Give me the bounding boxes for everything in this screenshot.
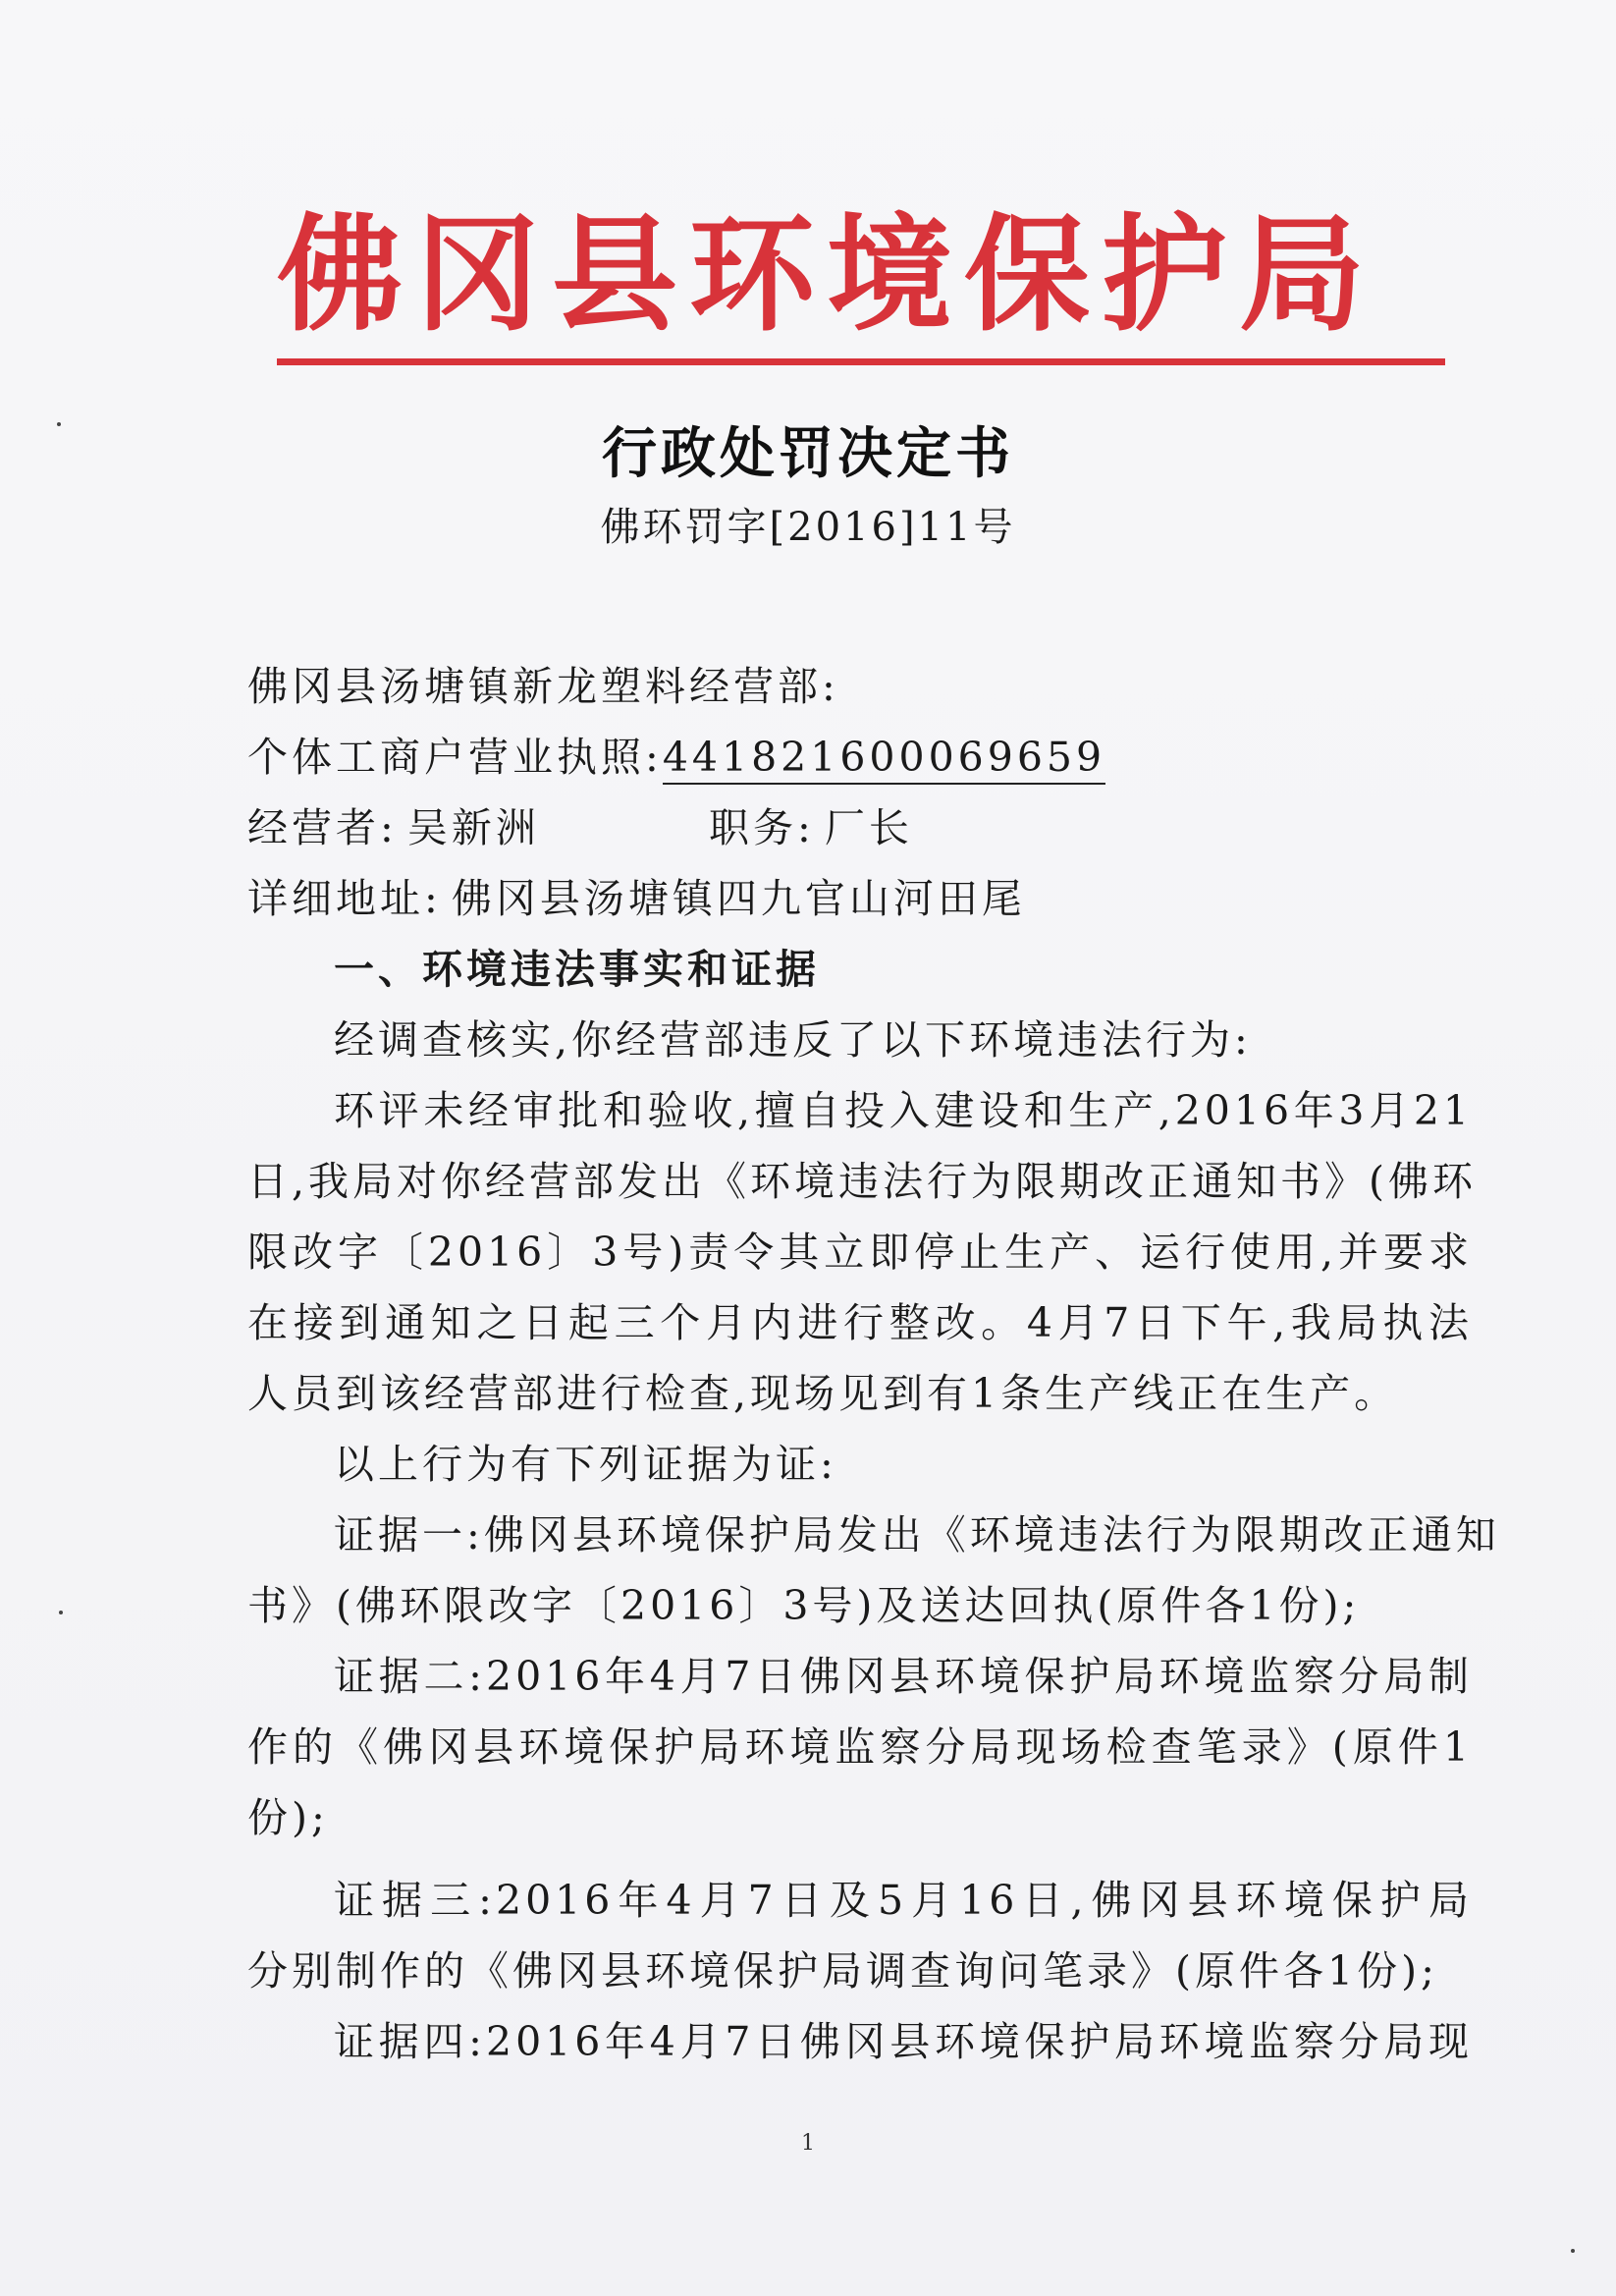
paragraph-2-line-4: 在接到通知之日起三个月内进行整改。4月7日下午,我局执法 [247,1299,1473,1346]
evidence-1-line-1: 证据一:佛冈县环境保护局发出《环境违法行为限期改正通知 [334,1511,1500,1558]
page-number: 1 [801,2131,815,2156]
address-label: 详细地址: [247,875,442,922]
license-label: 个体工商户营业执照: [247,734,663,781]
section-heading-violation-facts: 一、环境违法事实和证据 [334,946,820,993]
paragraph-2-line-5: 人员到该经营部进行检查,现场见到有1条生产线正在生产。 [247,1370,1399,1417]
position-line [709,795,913,853]
evidence-1-line-2: 书》(佛环限改字〔2016〕3号)及送达回执(原件各1份); [247,1582,1361,1629]
license-number: 441821600069659 [663,734,1105,785]
address-line [247,866,1026,924]
evidence-3-line-2: 分别制作的《佛冈县环境保护局调查询问笔录》(原件各1份); [247,1947,1438,1995]
evidence-4-line-1: 证据四:2016年4月7日佛冈县环境保护局环境监察分局现 [334,2018,1473,2065]
agency-masthead: 佛冈县环境保护局 [277,201,1377,349]
evidence-3-line-1: 证据三:2016年4月7日及5月16日,佛冈县环境保护局 [334,1877,1473,1924]
operator-line [247,795,540,853]
address-value: 佛冈县汤塘镇四九官山河田尾 [451,875,1026,922]
document-number: 佛环罚字[2016]11号 [600,505,1016,550]
evidence-2-line-1: 证据二:2016年4月7日佛冈县环境保护局环境监察分局制 [334,1653,1473,1700]
paragraph-2-line-3: 限改字〔2016〕3号)责令其立即停止生产、运行使用,并要求 [247,1229,1473,1276]
scan-speck [1571,2249,1575,2253]
party-name: 佛冈县汤塘镇新龙塑料经营部: [247,663,839,710]
evidence-2-line-2: 作的《佛冈县环境保护局环境监察分局现场检查笔录》(原件1 [247,1723,1473,1771]
position-label: 职务: [709,804,815,851]
position-value: 厂长 [824,804,913,851]
document-title: 行政处罚决定书 [602,421,1014,486]
paragraph-2-line-1: 环评未经审批和验收,擅自投入建设和生产,2016年3月21 [334,1087,1473,1134]
paragraph-1: 经调查核实,你经营部违反了以下环境违法行为: [334,1016,1252,1064]
operator-name: 吴新洲 [406,804,540,851]
scan-speck [57,422,61,426]
paragraph-3: 以上行为有下列证据为证: [334,1441,837,1488]
paragraph-2-line-2: 日,我局对你经营部发出《环境违法行为限期改正通知书》(佛环 [247,1158,1478,1205]
masthead-red-rule [277,358,1445,365]
scan-speck [59,1611,63,1614]
license-line [247,725,1105,783]
evidence-2-line-3: 份); [247,1794,329,1841]
operator-label: 经营者: [247,804,398,851]
